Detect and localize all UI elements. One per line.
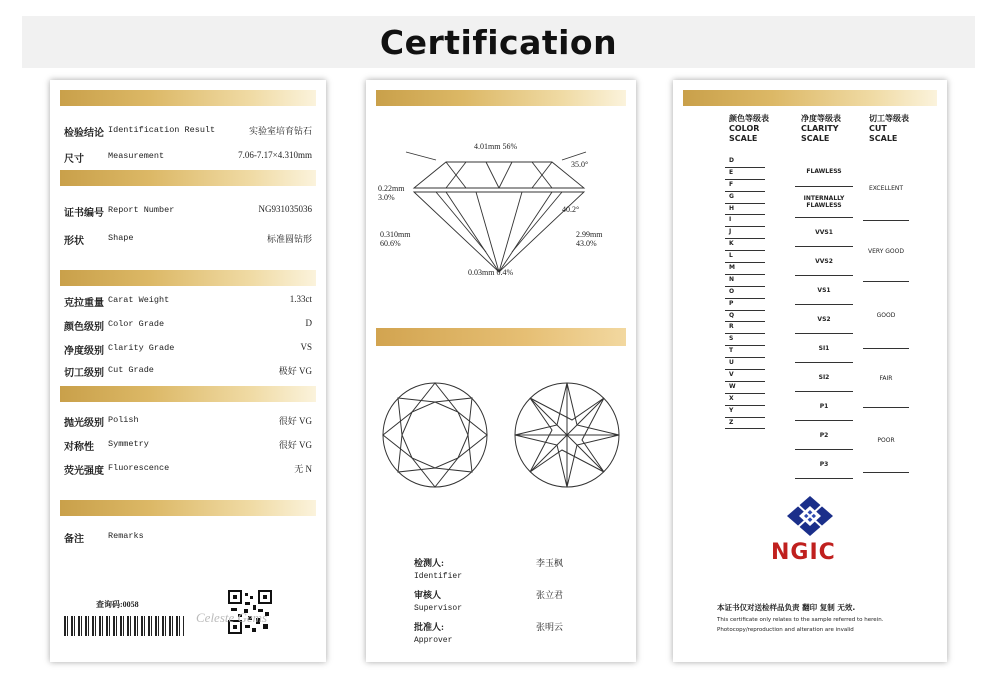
detail-row [64,204,312,220]
role-zh: 批准人: [414,622,444,632]
gold-header-bar [60,386,316,402]
crown-height-label: 0.22mm 3.0% [378,184,405,202]
color-grade: N [725,275,765,287]
cut-grade: VERY GOOD [863,221,909,282]
signature-role [414,620,452,645]
detail-row [64,364,312,380]
row-value: 无 N [294,464,312,474]
color-grade: G [725,192,765,204]
row-label-en: Clarity Grade [108,343,175,353]
detail-row [64,150,312,166]
clarity-grade: VS1 [795,276,853,305]
certificate-card-proportions[interactable] [366,80,636,662]
detail-row [64,232,312,248]
row-label-en: Cut Grade [108,365,154,375]
row-label-zh: 抛光级别 [64,418,104,429]
row-label-zh: 形状 [64,236,84,247]
clarity-grade: P3 [795,450,853,479]
role-en: Approver [414,636,453,645]
cut-grade: POOR [863,408,909,473]
cut-scale-column [863,156,909,473]
diamond-profile-diagram [376,132,626,282]
color-grade: Y [725,406,765,418]
crown-angle-label: 35.0° [571,160,589,169]
pavilion-height-label: 2.99mm 43.0% [576,230,603,248]
row-label-en: Remarks [108,531,144,541]
row-label-en: Polish [108,415,139,425]
row-value: 1.33ct [289,294,312,304]
row-label-zh: 切工级别 [64,368,104,379]
detail-row [64,124,312,140]
signature-role [414,556,462,581]
row-value: D [305,318,312,328]
certificate-card-details[interactable] [50,80,326,662]
color-grade: T [725,346,765,358]
gold-header-bar [60,500,316,516]
signature-name: 李玉枫 [536,558,564,568]
detail-row [64,414,312,430]
row-label-zh: 检验结论 [64,128,104,139]
gold-header-bar [60,170,316,186]
row-value: 7.06-7.17×4.310mm [238,150,312,160]
signature-name: 张立君 [536,590,564,600]
row-label-en: Symmetry [108,439,149,449]
cut-grade: EXCELLENT [863,156,909,221]
row-label-zh: 尺寸 [64,154,84,165]
row-label-en: Identification Result [108,125,216,135]
color-grade: X [725,394,765,406]
signature-role [414,588,462,613]
row-label-en: Fluorescence [108,463,170,473]
clarity-grade: FLAWLESS [795,156,853,187]
row-value: 标准圆钻形 [266,234,312,244]
color-grade: K [725,239,765,251]
role-en: Supervisor [414,604,463,613]
color-grade: H [725,204,765,216]
role-zh: 检测人: [414,558,444,568]
row-label-zh: 荧光强度 [64,466,104,477]
row-label-zh: 净度级别 [64,346,104,357]
row-label-en: Measurement [108,151,165,161]
color-grade: J [725,227,765,239]
row-value: 极好 VG [278,366,312,376]
color-grade: S [725,334,765,346]
color-grade: V [725,370,765,382]
row-label-en: Report Number [108,205,175,215]
footer-note-en-2: Photocopy/reproduction and alteration are invalid [717,627,854,633]
cut-grade: GOOD [863,282,909,349]
certificate-card-grading-scales[interactable] [673,80,947,662]
color-scale-column [725,156,765,429]
detail-row [64,342,312,358]
color-grade: M [725,263,765,275]
color-grade: W [725,382,765,394]
cut-scale-header: 切工等级表 CUT SCALE [869,114,909,143]
row-value: NG931035036 [258,204,312,214]
page-title: Certification [379,23,618,62]
gold-header-bar [376,90,626,106]
row-value: 实验室培育钻石 [248,126,312,136]
color-grade: O [725,287,765,299]
row-label-zh: 证书编号 [64,208,104,219]
title-banner [22,16,975,68]
color-grade: D [725,156,765,168]
clarity-grade: SI2 [795,363,853,392]
gold-header-bar [60,270,316,286]
role-zh: 审核人 [414,590,442,600]
detail-row [64,530,312,546]
pavilion-view-diagram [512,380,622,490]
detail-row [64,438,312,454]
cut-grade: FAIR [863,349,909,408]
color-grade: R [725,322,765,334]
table-label: 4.01mm 56% [474,142,518,151]
gold-header-bar [376,328,626,346]
detail-row [64,294,312,310]
row-value: 很好 VG [278,416,312,426]
footer-note-en: This certificate only relates to the sample referred to herein. [717,617,884,623]
clarity-grade: VVS1 [795,218,853,247]
row-label-zh: 对称性 [64,442,94,453]
color-grade: E [725,168,765,180]
row-label-zh: 备注 [64,534,84,545]
color-grade: L [725,251,765,263]
color-grade: I [725,215,765,227]
role-en: Identifier [414,572,463,581]
color-grade: Z [725,418,765,430]
girdle-label: 40.2° [562,205,580,214]
row-value: 很好 VG [278,440,312,450]
culet-label: 0.03mm 0.4% [468,268,514,277]
clarity-grade: INTERNALLY FLAWLESS [795,187,853,218]
watermark: Celeste Gems [196,610,268,625]
crown-view-diagram [380,380,490,490]
row-label-en: Carat Weight [108,295,170,305]
color-grade: P [725,299,765,311]
color-grade: U [725,358,765,370]
clarity-scale-header: 净度等级表 CLARITY SCALE [801,114,841,143]
order-number: 查询码:0058 [96,600,139,609]
clarity-scale-column [795,156,853,479]
color-scale-header: 颜色等级表 COLOR SCALE [729,114,769,143]
row-label-en: Shape [108,233,134,243]
color-grade: Q [725,311,765,323]
clarity-grade: VVS2 [795,247,853,276]
clarity-grade: SI1 [795,334,853,363]
signature-name: 张明云 [536,622,564,632]
row-value: VS [300,342,312,352]
barcode [64,616,184,636]
row-label-en: Color Grade [108,319,165,329]
clarity-grade: P1 [795,392,853,421]
footer-note-zh: 本证书仅对送检样品负责 翻印 复制 无效. [717,603,856,612]
color-grade: F [725,180,765,192]
clarity-grade: P2 [795,421,853,450]
gold-header-bar [683,90,937,106]
ngic-logo-icon [785,494,835,538]
detail-row [64,462,312,478]
clarity-grade: VS2 [795,305,853,334]
row-label-zh: 克拉重量 [64,298,104,309]
gold-header-bar [60,90,316,106]
ngic-logo-text: NGIC [771,540,836,565]
detail-row [64,318,312,334]
pavilion-depth-label: 0.310mm 60.6% [380,230,411,248]
row-label-zh: 颜色级别 [64,322,104,333]
